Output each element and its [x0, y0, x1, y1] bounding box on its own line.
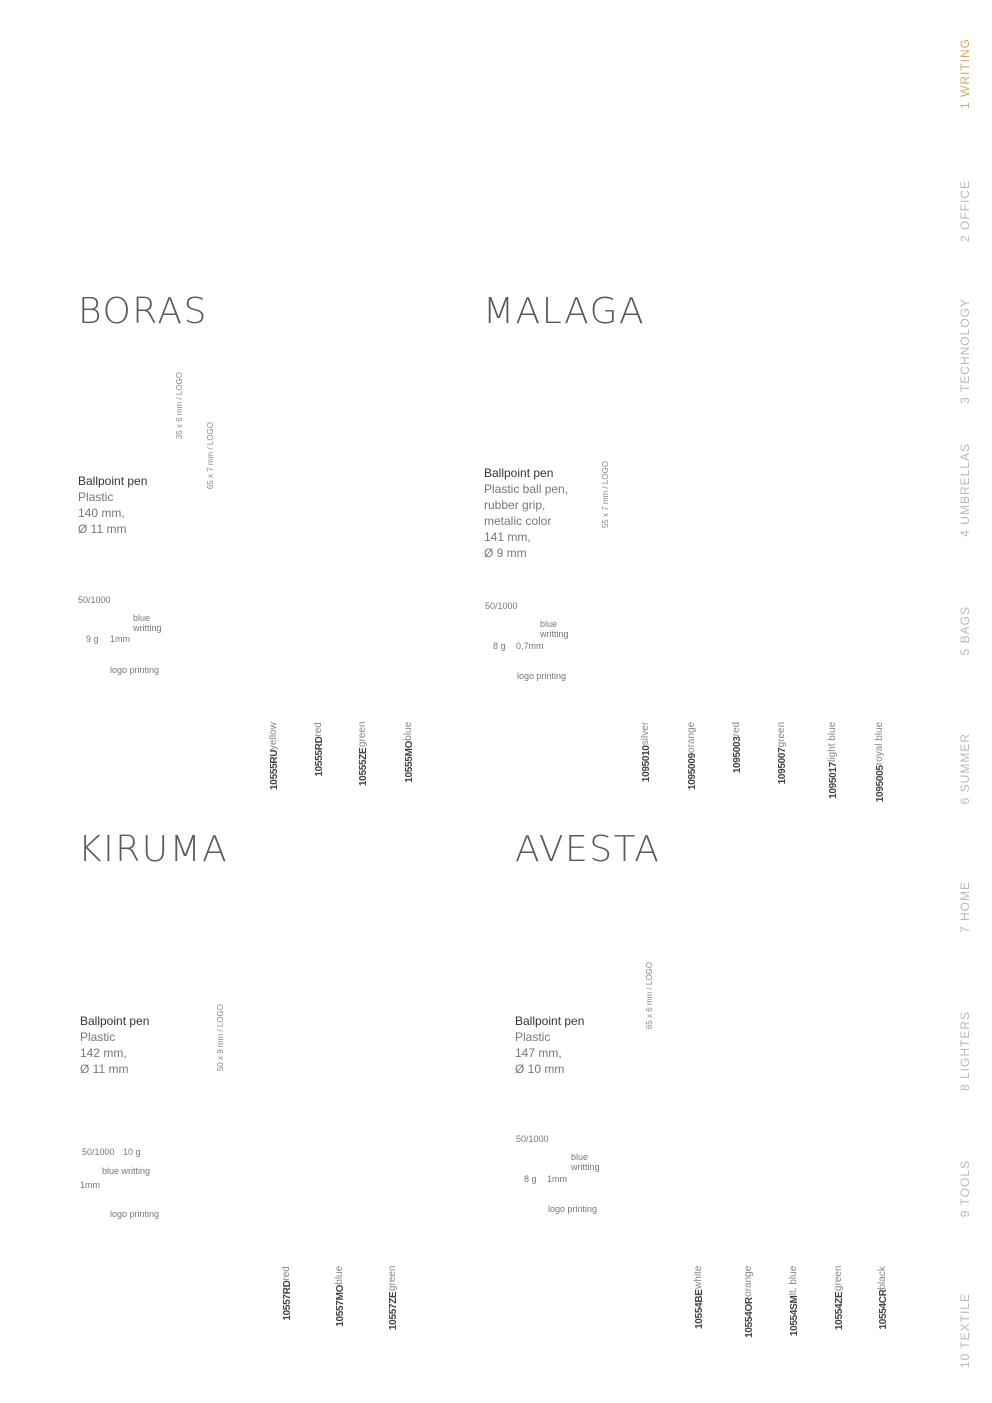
- variant-color: green: [776, 722, 787, 748]
- spec-line: Ø 10 mm: [515, 1062, 565, 1076]
- variant-color: royal blue: [874, 722, 885, 766]
- variant-code: 1095007: [777, 747, 788, 785]
- product-description: [80, 1013, 149, 1077]
- nav-item-tools[interactable]: 9 TOOLS: [958, 1160, 972, 1218]
- packing-info: 50/1000: [485, 601, 518, 611]
- variant: [686, 722, 698, 790]
- spec-line: Plastic ball pen,: [484, 482, 569, 496]
- product-type: Ballpoint pen: [78, 474, 148, 488]
- product-title: MALAGA: [483, 291, 646, 332]
- spec-line: rubber grip,: [484, 498, 546, 512]
- variant: [313, 722, 325, 777]
- spec-line: Plastic: [78, 490, 114, 504]
- weight-info: 8 g: [493, 641, 506, 651]
- print-info: logo printing: [110, 665, 160, 675]
- variant-code: 1095003: [732, 736, 743, 774]
- variant-color: light blue: [827, 722, 838, 763]
- variant: [827, 722, 839, 799]
- logo-area-note: 50 x 9 mm / LOGO: [216, 1004, 225, 1072]
- product-description: [484, 465, 568, 561]
- spec-line: 140 mm,: [78, 506, 125, 520]
- spec-line: Ø 11 mm: [78, 522, 127, 536]
- nav-item-office[interactable]: 2 OFFICE: [958, 180, 972, 243]
- print-info: logo printing: [517, 671, 567, 681]
- variant-color: blue: [403, 722, 414, 741]
- variant-color: yellow: [268, 722, 279, 750]
- variant: [874, 722, 886, 802]
- variant-code: 10555MO: [404, 740, 415, 783]
- print-info: logo printing: [548, 1204, 598, 1214]
- variant: [693, 1266, 705, 1329]
- variant-color: blue: [334, 1266, 345, 1285]
- product-description: [78, 473, 147, 537]
- variant-color: green: [357, 722, 368, 748]
- spec-line: Plastic: [515, 1030, 551, 1044]
- variant-code: 10554OR: [744, 1297, 755, 1338]
- product-type: Ballpoint pen: [484, 466, 554, 480]
- variant-color: black: [877, 1266, 888, 1290]
- nav-item-home[interactable]: 7 HOME: [958, 881, 972, 934]
- variant: [731, 722, 743, 773]
- variant: [334, 1266, 346, 1327]
- variant-color: green: [387, 1266, 398, 1292]
- weight-info: 9 g: [86, 634, 99, 644]
- variant-color: red: [731, 722, 742, 737]
- variant: [387, 1266, 399, 1330]
- spec-line: metalic color: [484, 514, 552, 528]
- spec-line: 147 mm,: [515, 1046, 562, 1060]
- spec-line: 141 mm,: [484, 530, 531, 544]
- variant-code: 1095005: [875, 765, 886, 803]
- variant: [743, 1266, 755, 1338]
- tip-info: 0,7mm: [516, 641, 544, 651]
- variant: [788, 1266, 800, 1336]
- ink-info: blue writting: [133, 613, 162, 633]
- variant-color: orange: [743, 1266, 754, 1298]
- logo-area-note: 65 x 7 mm / LOGO: [206, 422, 215, 490]
- variant-color: lt. blue: [788, 1266, 799, 1296]
- variant-code: 10555ZE: [358, 747, 369, 787]
- logo-area-note: 65 x 6 mm / LOGO: [645, 962, 654, 1030]
- spec-line: 142 mm,: [80, 1046, 127, 1060]
- variant-code: 1095009: [687, 753, 698, 790]
- variant-code: 10554SM: [789, 1295, 800, 1337]
- variant-code: 10557ZE: [388, 1291, 399, 1331]
- spec-line: Plastic: [80, 1030, 116, 1044]
- product-description: [515, 1013, 584, 1077]
- tip-info: 1mm: [110, 634, 130, 644]
- logo-area-note: 35 x 6 mm / LOGO: [175, 372, 184, 440]
- weight-info: 8 g: [524, 1174, 537, 1184]
- weight-info: 10 g: [123, 1147, 141, 1157]
- packing-info: 50/1000: [82, 1147, 115, 1157]
- product-type: Ballpoint pen: [515, 1014, 585, 1028]
- variant: [877, 1266, 889, 1330]
- packing-info: 50/1000: [78, 595, 111, 605]
- variant-code: 10554BE: [694, 1289, 705, 1329]
- print-info: logo printing: [110, 1209, 160, 1219]
- variant-color: orange: [686, 722, 697, 754]
- ink-info: blue writting: [102, 1166, 151, 1176]
- spec-line: Ø 11 mm: [80, 1062, 129, 1076]
- variant: [403, 722, 415, 783]
- spec-line: Ø 9 mm: [484, 546, 527, 560]
- nav-item-textile[interactable]: 10 TEXTILE: [958, 1293, 972, 1369]
- tip-info: 1mm: [80, 1180, 100, 1190]
- variant-code: 1095017: [828, 762, 839, 799]
- variant: [640, 722, 652, 782]
- variant-code: 10555RD: [314, 736, 325, 777]
- product-title: KIRUMA: [78, 829, 229, 870]
- variant: [776, 722, 788, 784]
- variant: [833, 1266, 845, 1330]
- product-title: AVESTA: [515, 829, 661, 870]
- variant-color: red: [313, 722, 324, 737]
- variant-code: 10557MO: [335, 1284, 346, 1327]
- nav-item-bags[interactable]: 5 BAGS: [958, 606, 972, 656]
- ink-info: blue writting: [540, 619, 569, 639]
- variant-code: 10554ZE: [834, 1291, 845, 1331]
- product-title: BORAS: [78, 291, 208, 332]
- variant-code: 10557RD: [282, 1280, 293, 1321]
- variant-code: 10555RU: [269, 749, 280, 790]
- nav-item-lighters[interactable]: 8 LIGHTERS: [958, 1011, 972, 1092]
- variant: [268, 722, 280, 790]
- variant-color: red: [281, 1266, 292, 1281]
- variant-code: 10554CR: [878, 1289, 889, 1330]
- nav-item-umbrellas[interactable]: 4 UMBRELLAS: [958, 443, 972, 537]
- variant-code: 1095010: [641, 745, 652, 783]
- packing-info: 50/1000: [516, 1134, 549, 1144]
- tip-info: 1mm: [547, 1174, 567, 1184]
- variant-color: green: [833, 1266, 844, 1292]
- variant: [357, 722, 369, 786]
- product-type: Ballpoint pen: [80, 1014, 150, 1028]
- variant-color: white: [693, 1266, 704, 1290]
- nav-item-summer[interactable]: 6 SUMMER: [958, 733, 972, 805]
- nav-item-writing[interactable]: 1 WRITING: [958, 38, 972, 109]
- variant-color: silver: [640, 722, 651, 746]
- ink-info: blue writting: [571, 1152, 600, 1172]
- nav-item-technology[interactable]: 3 TECHNOLOGY: [958, 298, 972, 404]
- variant: [281, 1266, 293, 1321]
- logo-area-note: 55 x 7 mm / LOGO: [601, 461, 610, 529]
